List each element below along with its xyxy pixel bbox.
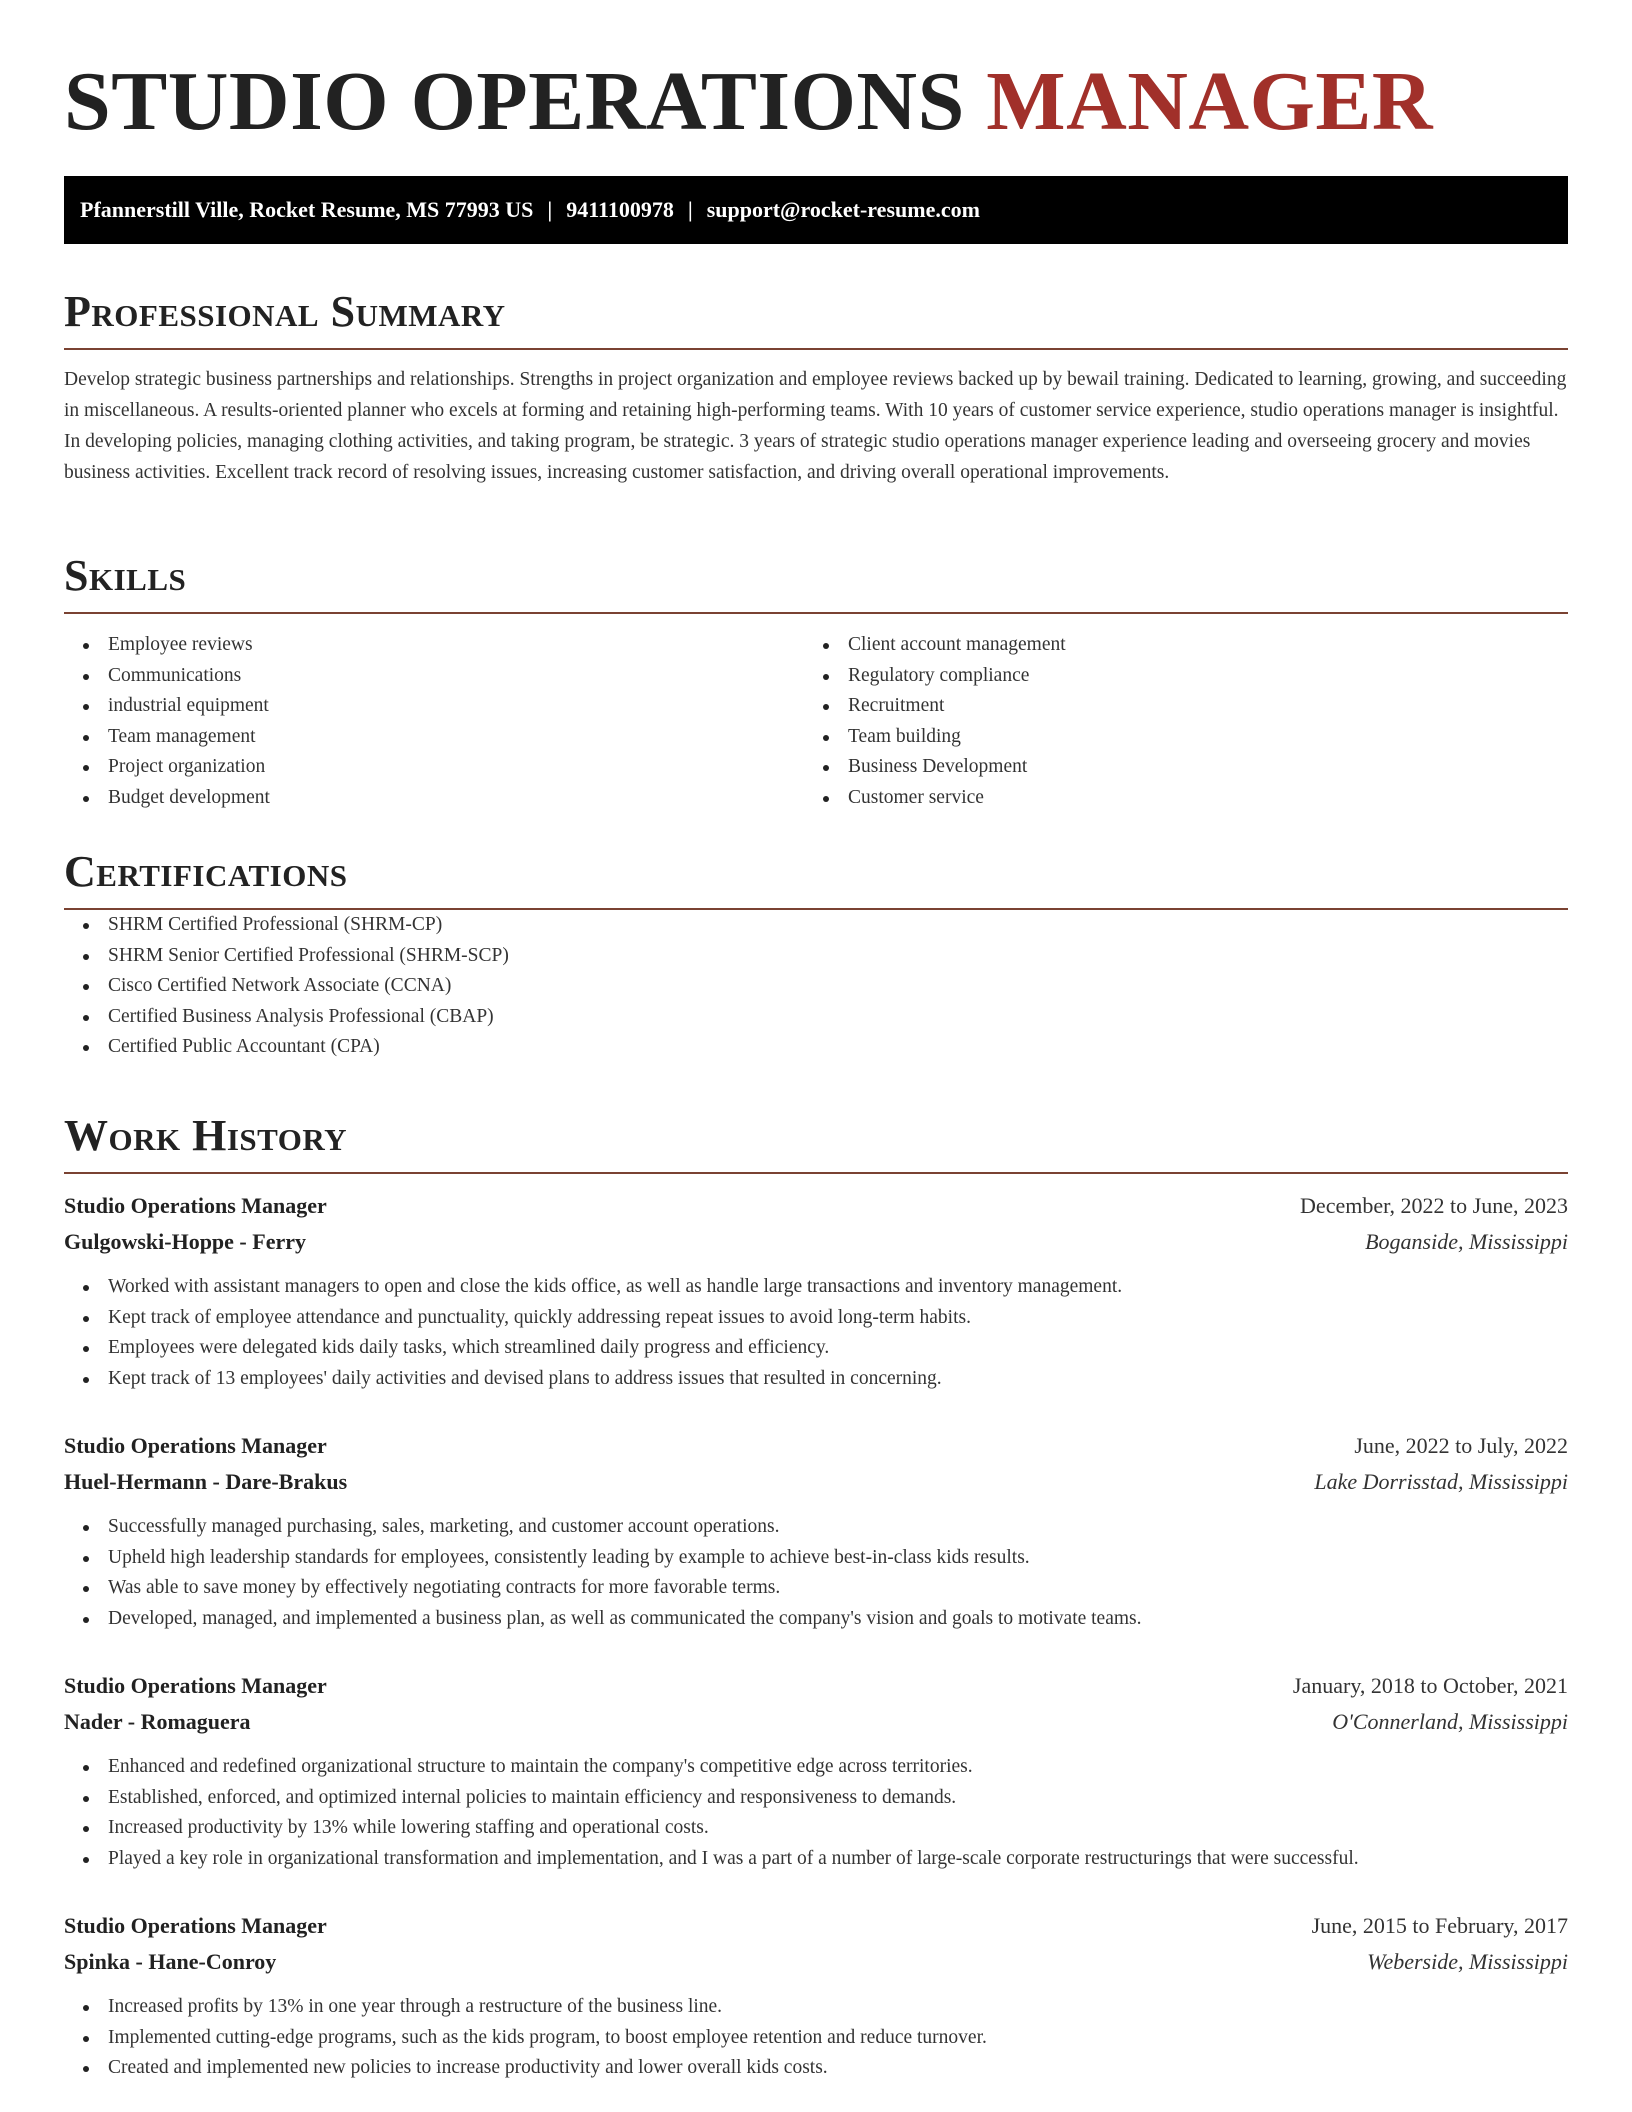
job-bullets	[64, 1992, 1568, 2084]
job-bullet: Was able to save money by effectively negotiating contracts for more favorable terms.	[64, 1573, 1568, 1604]
skill-item: Communications	[64, 661, 804, 692]
job-title: Studio Operations Manager	[64, 1193, 327, 1218]
skills-divider	[64, 612, 1568, 614]
job-bullets	[64, 1512, 1568, 1634]
name-part-2: MANAGER	[986, 55, 1434, 148]
skill-item: Customer service	[804, 783, 1544, 814]
summary-section	[64, 286, 1568, 488]
skill-item: Employee reviews	[64, 630, 804, 661]
job-title: Studio Operations Manager	[64, 1913, 327, 1938]
job-bullet: Created and implemented new policies to increase productivity and lower overall kids costs.	[64, 2053, 1568, 2084]
skills-heading: Skills	[64, 551, 187, 600]
job-location: Weberside, Mississippi	[1367, 1949, 1568, 1974]
name-part-1: STUDIO OPERATIONS	[64, 55, 965, 148]
job-bullet: Increased productivity by 13% while lowering staffing and operational costs.	[64, 1813, 1568, 1844]
work-history-divider	[64, 1172, 1568, 1174]
job-bullet: Implemented cutting-edge programs, such as the kids program, to boost employee retention and reduce turnover.	[64, 2023, 1568, 2054]
certifications-list	[64, 910, 1568, 1063]
job-bullet: Worked with assistant managers to open and close the kids office, as well as handle large transactions and inventory management.	[64, 1272, 1568, 1303]
contact-separator: |	[547, 197, 553, 222]
contact-email[interactable]: support@rocket-resume.com	[706, 197, 980, 222]
job-bullets	[64, 1752, 1568, 1874]
job-location: Lake Dorrisstad, Mississippi	[1314, 1469, 1568, 1494]
job-dates: June, 2015 to February, 2017	[1311, 1913, 1568, 1938]
job-bullet: Employees were delegated kids daily tasks, which streamlined daily progress and efficiency.	[64, 1333, 1568, 1364]
skill-item: Project organization	[64, 752, 804, 783]
job-bullet: Developed, managed, and implemented a business plan, as well as communicated the company's vision and goals to motivate teams.	[64, 1604, 1568, 1635]
job-bullet: Kept track of 13 employees' daily activities and devised plans to address issues that resulted in concerning.	[64, 1364, 1568, 1395]
job-bullet: Increased profits by 13% in one year through a restructure of the business line.	[64, 1992, 1568, 2023]
contact-phone[interactable]: 9411100978	[566, 197, 674, 222]
work-history-heading: Work History	[64, 1111, 348, 1160]
certification-item: Certified Public Accountant (CPA)	[64, 1032, 1568, 1063]
certification-item: Cisco Certified Network Associate (CCNA)	[64, 971, 1568, 1002]
summary-divider	[64, 348, 1568, 350]
job-bullet: Upheld high leadership standards for employees, consistently leading by example to achieve best-in-class kids results.	[64, 1543, 1568, 1574]
contact-address: Pfannerstill Ville, Rocket Resume, MS 77993 US	[80, 197, 534, 222]
job-entry	[64, 1908, 1568, 2084]
certifications-heading: Certifications	[64, 847, 348, 896]
job-entry	[64, 1428, 1568, 1634]
certification-item: Certified Business Analysis Professional (CBAP)	[64, 1002, 1568, 1033]
skill-item: Team building	[804, 722, 1544, 753]
contact-bar	[64, 176, 1568, 244]
job-company: Huel-Hermann - Dare-Brakus	[64, 1469, 348, 1494]
job-company: Nader - Romaguera	[64, 1709, 251, 1734]
job-bullet: Kept track of employee attendance and punctuality, quickly addressing repeat issues to avoid long-term habits.	[64, 1303, 1568, 1334]
skill-item: Business Development	[804, 752, 1544, 783]
skills-list-right	[804, 630, 1544, 813]
job-dates: January, 2018 to October, 2021	[1292, 1673, 1568, 1698]
job-entry	[64, 1668, 1568, 1874]
work-history-section	[64, 1110, 1568, 2084]
job-dates: December, 2022 to June, 2023	[1300, 1193, 1568, 1218]
skill-item: Regulatory compliance	[804, 661, 1544, 692]
skill-item: Client account management	[804, 630, 1544, 661]
skill-item: Recruitment	[804, 691, 1544, 722]
job-company: Gulgowski-Hoppe - Ferry	[64, 1229, 306, 1254]
certification-item: SHRM Certified Professional (SHRM-CP)	[64, 910, 1568, 941]
job-title: Studio Operations Manager	[64, 1673, 327, 1698]
resume-name-heading	[64, 52, 1433, 152]
job-entry	[64, 1188, 1568, 1394]
skill-item: Team management	[64, 722, 804, 753]
contact-separator: |	[687, 197, 693, 222]
job-bullet: Successfully managed purchasing, sales, marketing, and customer account operations.	[64, 1512, 1568, 1543]
job-bullets	[64, 1272, 1568, 1394]
skill-item: Budget development	[64, 783, 804, 814]
skill-item: industrial equipment	[64, 691, 804, 722]
job-bullet: Enhanced and redefined organizational structure to maintain the company's competitive edge across territories.	[64, 1752, 1568, 1783]
job-location: O'Connerland, Mississippi	[1332, 1709, 1568, 1734]
job-dates: June, 2022 to July, 2022	[1354, 1433, 1568, 1458]
skills-list-left	[64, 630, 804, 813]
summary-heading: Professional Summary	[64, 287, 506, 336]
job-title: Studio Operations Manager	[64, 1433, 327, 1458]
job-bullet: Established, enforced, and optimized internal policies to maintain efficiency and responsiveness to demands.	[64, 1783, 1568, 1814]
job-location: Boganside, Mississippi	[1365, 1229, 1568, 1254]
certification-item: SHRM Senior Certified Professional (SHRM-SCP)	[64, 941, 1568, 972]
job-bullet: Played a key role in organizational transformation and implementation, and I was a part of a number of large-scale corporate restructurings that were successful.	[64, 1844, 1568, 1875]
summary-text: Develop strategic business partnerships and relationships. Strengths in project organization and employee reviews backed up by bewail training. Dedicated to learning, growing, and succeeding in miscellaneous. A results-oriented planner who excels at forming and retaining high-performing teams. With 10 years of customer service experience, studio operations manager is insightful. In developing policies, managing clothing activities, and taking program, be strategic. 3 years of strategic studio operations manager experience leading and overseeing grocery and movies business activities. Excellent track record of resolving issues, increasing customer satisfaction, and driving overall operational improvements.	[64, 369, 1567, 483]
skills-section	[64, 550, 1568, 813]
certifications-section	[64, 846, 1568, 1063]
job-company: Spinka - Hane-Conroy	[64, 1949, 277, 1974]
